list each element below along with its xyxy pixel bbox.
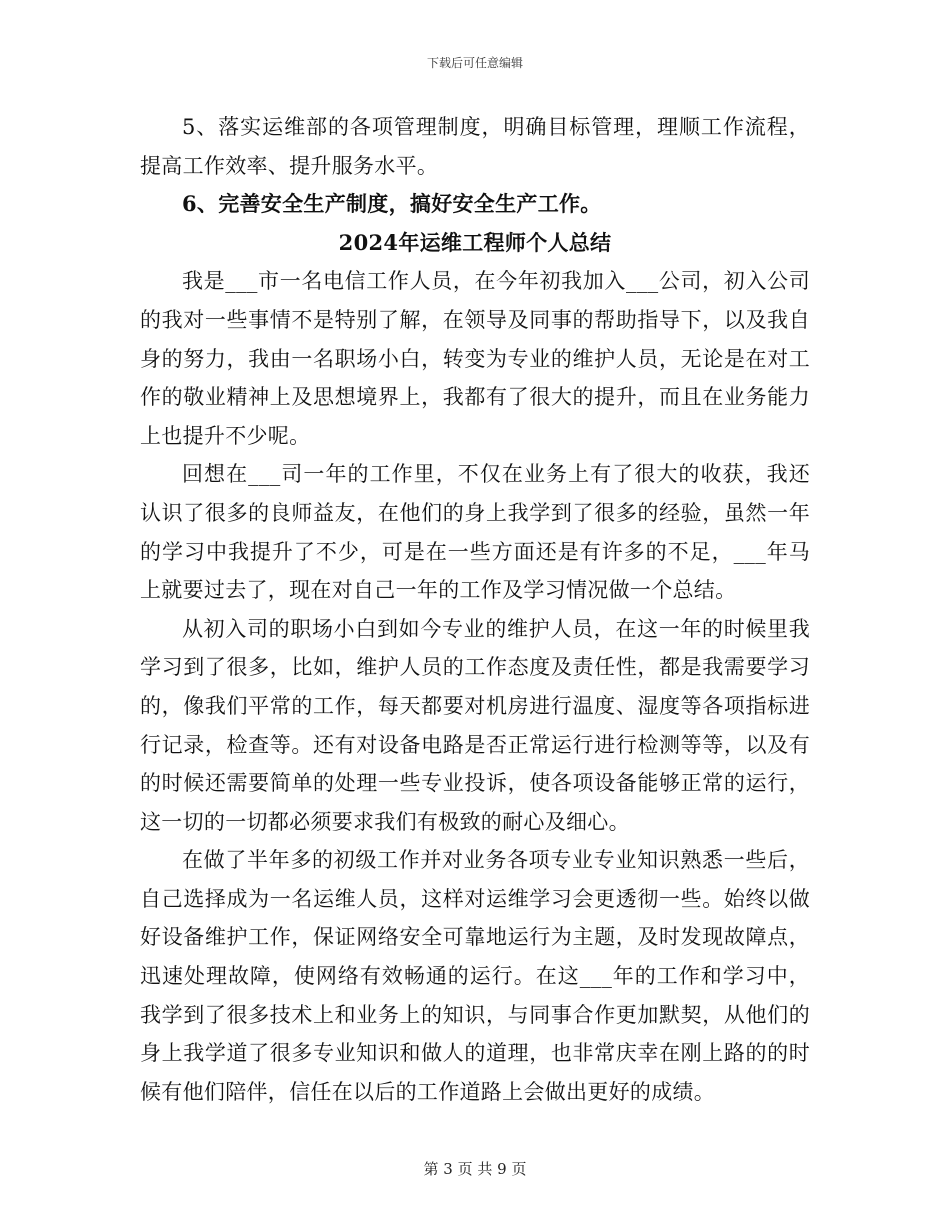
list-item-6: 6、完善安全生产制度，搞好安全生产工作。: [182, 191, 602, 217]
document-body: [140, 108, 810, 1111]
body-paragraph-2: 回想在___司一年的工作里，不仅在业务上有了很大的收获，我还认识了很多的良师益友，在他们的身上我学到了很多的经验，虽然一年的学习中我提升了不少，可是在一些方面还是有许多的不足，___年马上就要过去了，现在对自己一年的工作及学习情况做一个总结。: [140, 462, 810, 603]
body-paragraph-1: 我是___市一名电信工作人员，在今年初我加入___公司，初入公司的我对一些事情不是特别了解，在领导及同事的帮助指导下，以及我自身的努力，我由一名职场小白，转变为专业的维护人员，无论是在对工作的敬业精神上及思想境界上，我都有了很大的提升，而且在业务能力上也提升不少呢。: [140, 269, 810, 448]
section-title: 2024年运维工程师个人总结: [338, 229, 612, 255]
page-header: 下载后可任意编辑: [426, 56, 523, 70]
page-number: 第 3 页 共 9 页: [423, 1160, 527, 1178]
body-paragraph-4: 在做了半年多的初级工作并对业务各项专业专业知识熟悉一些后，自己选择成为一名运维人员，这样对运维学习会更透彻一些。始终以做好设备维护工作，保证网络安全可靠地运行为主题，及时发现故障点，迅速处理故障，使网络有效畅通的运行。在这___年的工作和学习中，我学到了很多技术上和业务上的知识，与同事合作更加默契，从他们的身上我学道了很多专业知识和做人的道理，也非常庆幸在刚上路的的时候有他们陪伴，信任在以后的工作道路上会做出更好的成绩。: [140, 848, 810, 1104]
body-paragraph-3: 从初入司的职场小白到如今专业的维护人员，在这一年的时候里我学习到了很多，比如，维护人员的工作态度及责任性，都是我需要学习的，像我们平常的工作，每天都要对机房进行温度、湿度等各项指标进行记录，检查等。还有对设备电路是否正常运行进行检测等等，以及有的时候还需要简单的处理一些专业投诉，使各项设备能够正常的运行，这一切的一切都必须要求我们有极致的耐心及细心。: [140, 616, 810, 834]
list-item-5: 5、落实运维部的各项管理制度，明确目标管理，理顺工作流程，提高工作效率、提升服务水平。: [140, 115, 810, 178]
